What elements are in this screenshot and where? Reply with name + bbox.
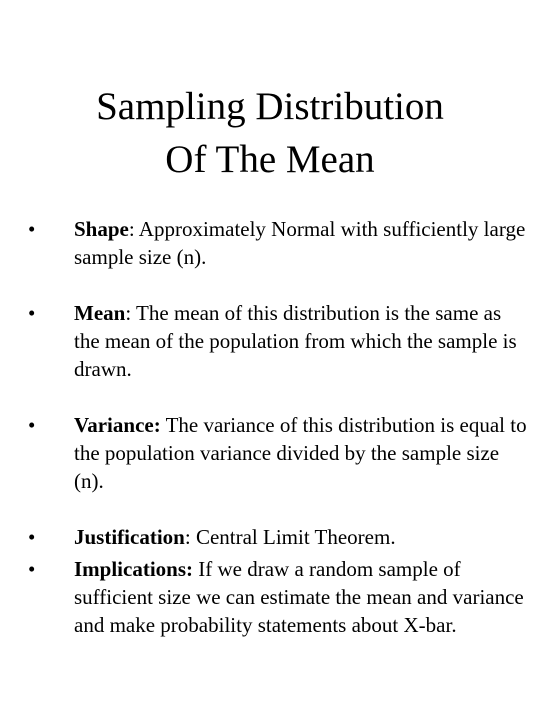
- bullet-text-implications: If we draw a random sample of sufficient size we can estimate the mean and variance and make probability statements about X-bar.: [74, 557, 524, 637]
- bullet-term-mean: Mean: [74, 301, 126, 325]
- bullet-term-justification: Justification: [74, 525, 185, 549]
- bullet-dot: •: [28, 301, 36, 325]
- bullet-term-variance: Variance:: [74, 413, 161, 437]
- bullet-term-shape: Shape: [74, 217, 129, 241]
- slide-title: [0, 80, 540, 186]
- title-line-1: Sampling Distribution: [96, 85, 444, 128]
- title-line-2: Of The Mean: [165, 138, 375, 181]
- bullet-variance: [28, 411, 528, 495]
- bullet-term-implications: Implications:: [74, 557, 194, 581]
- bullet-shape: [28, 215, 528, 271]
- bullet-dot: •: [28, 413, 36, 437]
- bullet-sep-shape: :: [128, 217, 135, 241]
- bullet-text-justification: Central Limit Theorem.: [190, 525, 396, 549]
- bullet-sep-justification: :: [184, 525, 191, 549]
- bullet-implications: [28, 555, 528, 639]
- bullet-dot: •: [28, 217, 36, 241]
- bullet-sep-mean: :: [125, 301, 132, 325]
- bullet-dot: •: [28, 557, 36, 581]
- bullet-text-mean: The mean of this distribution is the same as the mean of the population from which the sample is drawn.: [74, 301, 517, 381]
- bullet-text-shape: Approximately Normal with sufficiently large sample size (n).: [74, 217, 526, 269]
- bullet-justification: [28, 523, 528, 551]
- bullet-mean: [28, 299, 528, 383]
- bullet-text-variance: The variance of this distribution is equal to the population variance divided by the sample size (n).: [74, 413, 527, 493]
- bullet-dot: •: [28, 525, 36, 549]
- bullet-list: [28, 215, 528, 639]
